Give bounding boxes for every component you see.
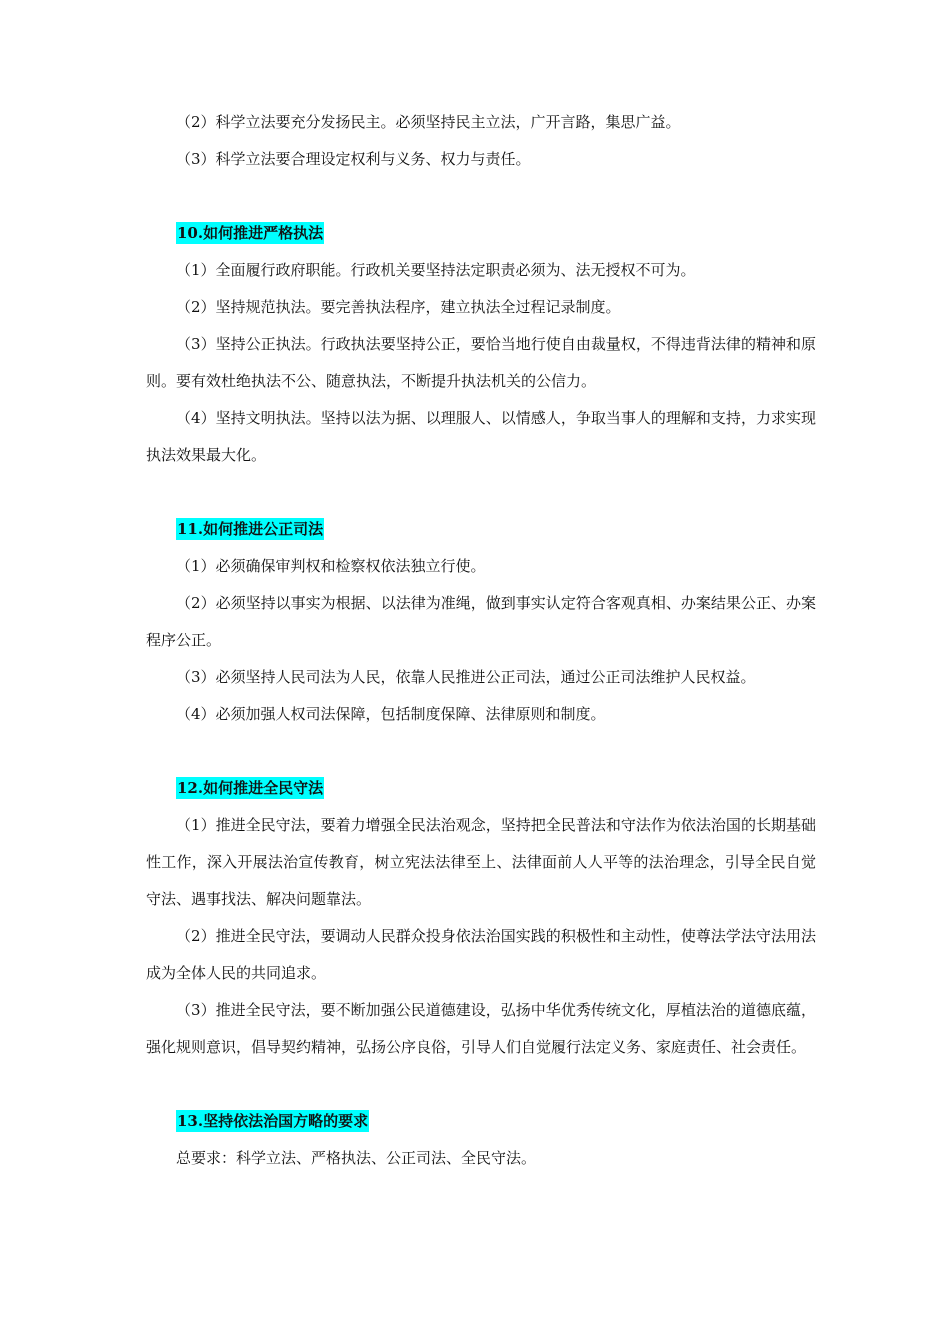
paragraph: （1）推进全民守法，要着力增强全民法治观念，坚持把全民普法和守法作为依法治国的长期基础性工作，深入开展法治宣传教育，树立宪法法律至上、法律面前人人平等的法治理念，引导全民自觉守法、遇事找法、解决问题靠法。 [146,816,816,908]
paragraph: （3）坚持公正执法。行政执法要坚持公正，要恰当地行使自由裁量权，不得违背法律的精神和原则。要有效杜绝执法不公、随意执法，不断提升执法机关的公信力。 [146,335,816,390]
paragraph: （1）全面履行政府职能。行政机关要坚持法定职责必须为、法无授权不可为。 [176,261,696,279]
section-heading [146,511,816,548]
paragraph: （3）科学立法要合理设定权利与义务、权力与责任。 [176,150,531,168]
paragraph: （2）推进全民守法，要调动人民群众投身依法治国实践的积极性和主动性，使尊法学法守法用法成为全体人民的共同追求。 [146,927,816,982]
section-11 [146,511,816,733]
paragraph: （2）坚持规范执法。要完善执法程序，建立执法全过程记录制度。 [176,298,621,316]
section-12 [146,770,816,1066]
section-heading-text: 11.如何推进公正司法 [177,520,324,538]
document-body [146,104,816,1177]
paragraph: （1）必须确保审判权和检察权依法独立行使。 [176,557,486,575]
paragraph: （3）推进全民守法，要不断加强公民道德建设，弘扬中华优秀传统文化，厚植法治的道德底蕴，强化规则意识，倡导契约精神，弘扬公序良俗，引导人们自觉履行法定义务、家庭责任、社会责任。 [146,1001,816,1056]
paragraph: （3）必须坚持人民司法为人民，依靠人民推进公正司法，通过公正司法维护人民权益。 [176,668,756,686]
section-13 [146,1103,816,1177]
intro-block [146,104,816,178]
paragraph: 总要求：科学立法、严格执法、公正司法、全民守法。 [176,1149,537,1167]
section-heading [146,215,816,252]
section-heading-text: 10.如何推进严格执法 [177,224,324,242]
paragraph: （2）科学立法要充分发扬民主。必须坚持民主立法，广开言路，集思广益。 [176,113,681,131]
section-heading [146,1103,816,1140]
paragraph: （4）必须加强人权司法保障，包括制度保障、法律原则和制度。 [176,705,606,723]
paragraph: （2）必须坚持以事实为根据、以法律为准绳，做到事实认定符合客观真相、办案结果公正、办案程序公正。 [146,594,816,649]
section-heading-text: 12.如何推进全民守法 [177,779,324,797]
paragraph: （4）坚持文明执法。坚持以法为据、以理服人、以情感人，争取当事人的理解和支持，力求实现执法效果最大化。 [146,409,816,464]
section-10 [146,215,816,474]
section-heading-text: 13.坚持依法治国方略的要求 [177,1112,369,1130]
section-heading [146,770,816,807]
